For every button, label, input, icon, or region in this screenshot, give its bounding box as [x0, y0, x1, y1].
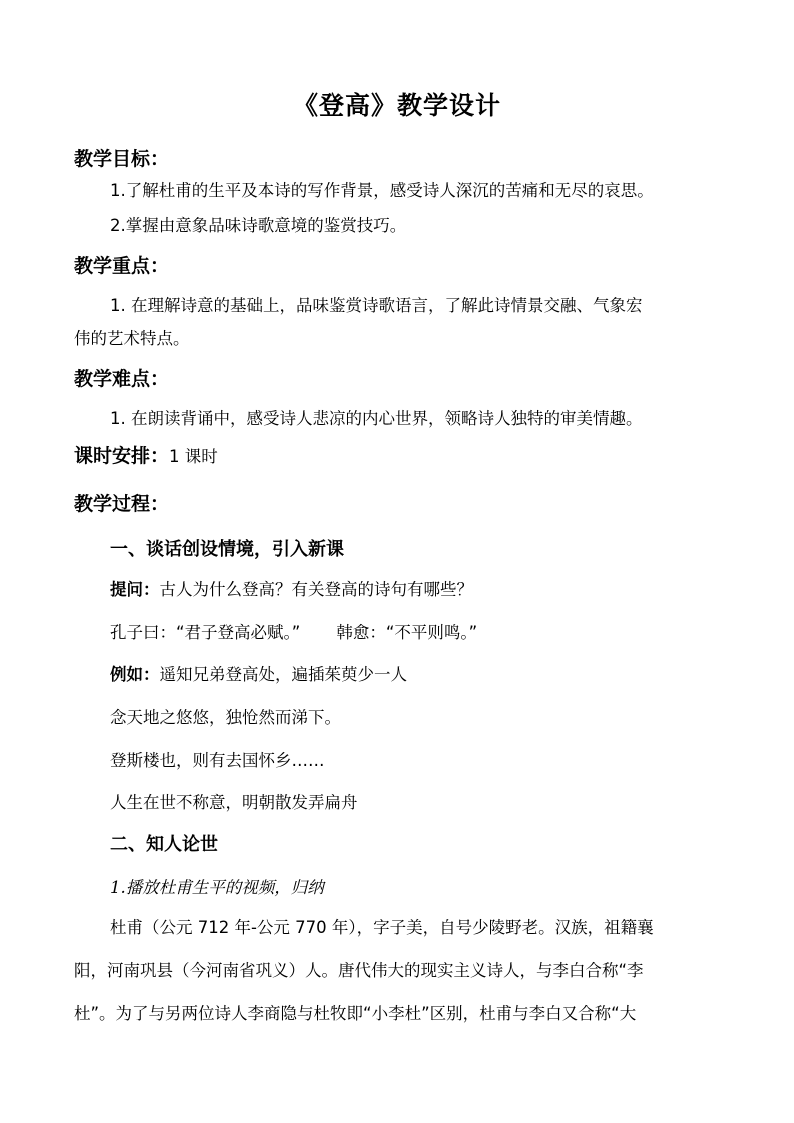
process-heading: 教学过程：	[74, 493, 170, 515]
key-points-heading: 教学重点：	[74, 255, 170, 277]
question-text: 古人为什么登高？有关登高的诗句有哪些？	[159, 580, 473, 599]
section1-heading: 一、谈话创设情境，引入新课	[110, 539, 344, 560]
difficulties-heading: 教学难点：	[74, 368, 170, 390]
objective-item-1: 1.了解杜甫的生平及本诗的写作背景，感受诗人深沉的苦痛和无尽的哀思。	[110, 181, 654, 200]
quote-hanyu: 韩愈：“不平则鸣。”	[336, 623, 478, 642]
example-label: 例如：	[110, 665, 160, 684]
bio-line-1: 杜甫（公元 712 年-公元 770 年），字子美，自号少陵野老。汉族，祖籍襄	[110, 918, 654, 937]
objectives-heading: 教学目标：	[74, 148, 170, 170]
poem-line-2: 登斯楼也，则有去国怀乡……	[110, 751, 325, 770]
key-point-line-2: 伟的艺术特点。	[74, 329, 190, 348]
question-label: 提问：	[110, 580, 160, 599]
example-text: 遥知兄弟登高处，遍插茱萸少一人	[159, 665, 407, 684]
quote-confucius: 孔子曰：“君子登高必赋。”	[110, 623, 301, 642]
schedule-row	[74, 441, 218, 468]
schedule-value: 1 课时	[169, 447, 218, 466]
poem-line-1: 念天地之悠悠，独怆然而涕下。	[110, 708, 341, 727]
schedule-heading: 课时安排：	[74, 445, 170, 467]
document-title: 《登高》教学设计	[292, 91, 501, 120]
bio-line-2: 阳，河南巩县（今河南省巩义）人。唐代伟大的现实主义诗人，与李白合称“李	[74, 961, 644, 980]
section2-step1: 1.播放杜甫生平的视频，归纳	[110, 878, 324, 897]
bio-line-3: 杜”。为了与另两位诗人李商隐与杜牧即“小李杜”区别，杜甫与李白又合称“大	[74, 1004, 637, 1023]
difficulty-line-1: 1. 在朗读背诵中，感受诗人悲凉的内心世界，领略诗人独特的审美情趣。	[110, 409, 643, 428]
example-line	[110, 661, 407, 685]
section2-heading: 二、知人论世	[110, 834, 218, 855]
poem-line-3: 人生在世不称意，明朝散发弄扁舟	[110, 793, 358, 812]
key-point-line-1: 1. 在理解诗意的基础上，品味鉴赏诗歌语言，了解此诗情景交融、气象宏	[110, 296, 643, 315]
objective-item-2: 2.掌握由意象品味诗歌意境的鉴赏技巧。	[110, 216, 407, 235]
quotes-line	[110, 619, 477, 643]
question-line	[110, 576, 473, 600]
